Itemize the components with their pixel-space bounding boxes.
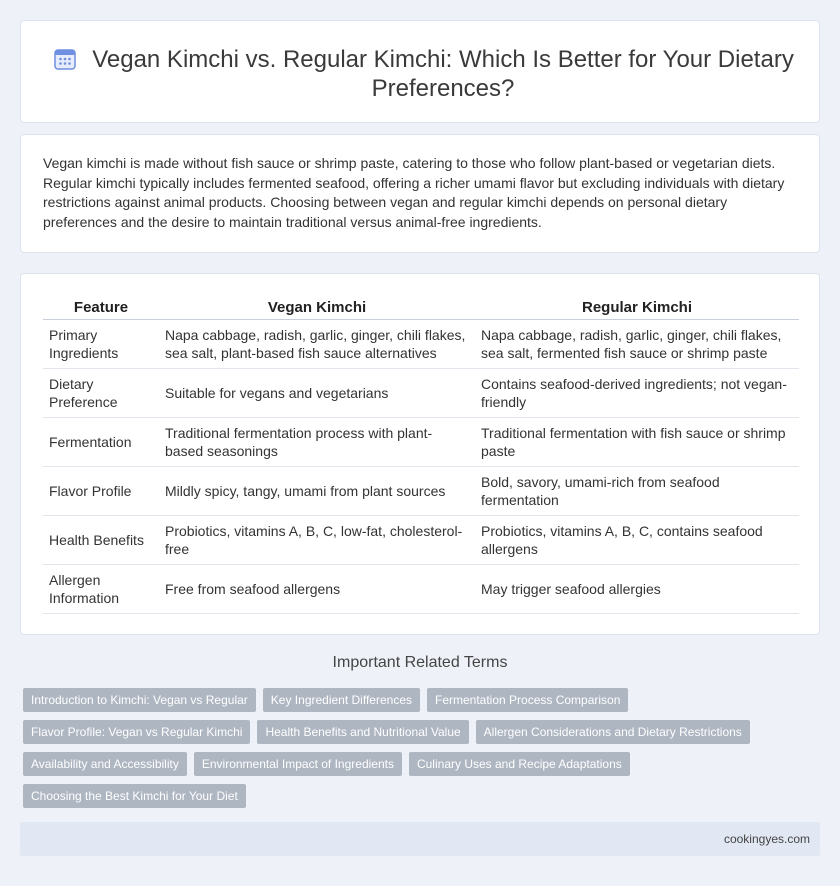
table-row bbox=[43, 516, 799, 565]
related-term-tag[interactable]: Fermentation Process Comparison bbox=[427, 688, 628, 712]
related-term-tag[interactable]: Availability and Accessibility bbox=[23, 752, 187, 776]
table-row bbox=[43, 418, 799, 467]
calendar-icon bbox=[53, 47, 77, 71]
regular-cell: Contains seafood-derived ingredients; not vegan-friendly bbox=[475, 369, 799, 418]
comparison-table bbox=[43, 296, 799, 614]
vegan-cell: Free from seafood allergens bbox=[159, 565, 475, 614]
related-term-tag[interactable]: Allergen Considerations and Dietary Restrictions bbox=[476, 720, 750, 744]
related-term-tag[interactable]: Culinary Uses and Recipe Adaptations bbox=[409, 752, 630, 776]
related-term-tag[interactable]: Choosing the Best Kimchi for Your Diet bbox=[23, 784, 246, 808]
related-terms-heading: Important Related Terms bbox=[332, 654, 508, 671]
regular-cell: Bold, savory, umami-rich from seafood fermentation bbox=[475, 467, 799, 516]
related-term-tag[interactable]: Key Ingredient Differences bbox=[263, 688, 420, 712]
header-feature: Feature bbox=[43, 296, 159, 320]
table-row bbox=[43, 467, 799, 516]
feature-cell: Dietary Preference bbox=[43, 369, 159, 418]
header-vegan-kimchi: Vegan Kimchi bbox=[159, 296, 475, 320]
regular-cell: Probiotics, vitamins A, B, C, contains seafood allergens bbox=[475, 516, 799, 565]
regular-cell: Napa cabbage, radish, garlic, ginger, chili flakes, sea salt, fermented fish sauce or shrimp paste bbox=[475, 320, 799, 369]
related-term-tag[interactable]: Environmental Impact of Ingredients bbox=[194, 752, 402, 776]
footer bbox=[20, 822, 820, 856]
related-terms-tags bbox=[23, 688, 783, 816]
vegan-cell: Mildly spicy, tangy, umami from plant sources bbox=[159, 467, 475, 516]
feature-cell: Flavor Profile bbox=[43, 467, 159, 516]
feature-cell: Health Benefits bbox=[43, 516, 159, 565]
footer-site-link[interactable]: cookingyes.com bbox=[723, 832, 810, 846]
table-row bbox=[43, 369, 799, 418]
intro-paragraph: Vegan kimchi is made without fish sauce or shrimp paste, catering to those who follow plant-based or vegetarian diets. Regular kimchi typically includes fermented seafood, offering a richer umami flavor but excluding individuals with dietary restrictions against animal products. Choosing between vegan and regular kimchi depends on personal dietary preferences and the desire to maintain traditional versus animal-free ingredients. bbox=[43, 155, 785, 230]
vegan-cell: Probiotics, vitamins A, B, C, low-fat, cholesterol-free bbox=[159, 516, 475, 565]
vegan-cell: Traditional fermentation process with plant-based seasonings bbox=[159, 418, 475, 467]
vegan-cell: Suitable for vegans and vegetarians bbox=[159, 369, 475, 418]
feature-cell: Allergen Information bbox=[43, 565, 159, 614]
regular-cell: Traditional fermentation with fish sauce or shrimp paste bbox=[475, 418, 799, 467]
title-card bbox=[20, 20, 820, 123]
table-row bbox=[43, 320, 799, 369]
related-term-tag[interactable]: Health Benefits and Nutritional Value bbox=[257, 720, 468, 744]
comparison-table-card bbox=[20, 273, 820, 635]
header-regular-kimchi: Regular Kimchi bbox=[475, 296, 799, 320]
table-header-row bbox=[43, 296, 799, 320]
page-title: Vegan Kimchi vs. Regular Kimchi: Which Is Better for Your Dietary Preferences? bbox=[92, 46, 794, 102]
related-term-tag[interactable]: Introduction to Kimchi: Vegan vs Regular bbox=[23, 688, 256, 712]
related-term-tag[interactable]: Flavor Profile: Vegan vs Regular Kimchi bbox=[23, 720, 250, 744]
feature-cell: Fermentation bbox=[43, 418, 159, 467]
table-row bbox=[43, 565, 799, 614]
vegan-cell: Napa cabbage, radish, garlic, ginger, chili flakes, sea salt, plant-based fish sauce alternatives bbox=[159, 320, 475, 369]
intro-card bbox=[20, 134, 820, 253]
regular-cell: May trigger seafood allergies bbox=[475, 565, 799, 614]
feature-cell: Primary Ingredients bbox=[43, 320, 159, 369]
